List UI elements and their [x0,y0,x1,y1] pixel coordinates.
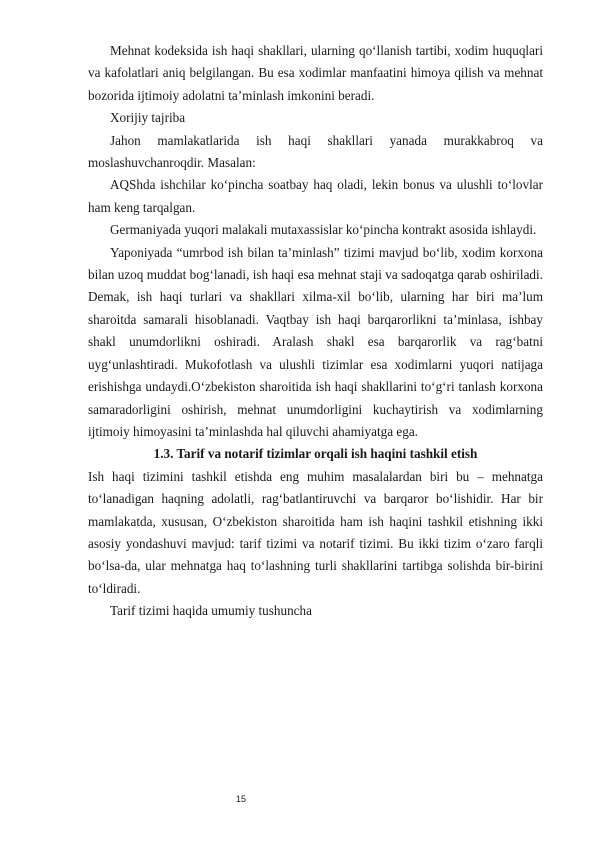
paragraph-wage-system: Ish haqi tizimini tashkil etishda eng muhim masalalardan biri bu – mehnatga to‘lanadigan haqning adolatli, rag‘batlantiruvchi va barqaror bo‘lishidir. Har bir mamlakatda, xususan, O‘zbekiston sharoitida ham ish haqini tashkil etishning ikki asosiy yondashuvi mavjud: tarif tizimi va notarif tizimi. Bu ikki tizim o‘zaro farqli bo‘lsa-da, ular mehnatga haq to‘lashning turli shakllarini tartibga solishda bir-birini to‘ldiradi. [88,468,543,596]
paragraph-japan: Yaponiyada “umrbod ish bilan ta’minlash” tizimi mavjud bo‘lib, xodim korxona bilan uzoq muddat bog‘lanadi, ish haqi esa mehnat staji va sadoqatga qarab oshiriladi. Demak, ish haqi turlari va shakllari xilma-xil bo‘lib, ularning har biri ma’lum sharoitda samarali hisoblanadi. Vaqtbay ish haqi barqarorlikni ta’minlasa, ishbay shakl unumdorlikni oshiradi. Aralash shakl esa barqarorlik va rag‘batni uyg‘unlashtiradi. Mukofotlash va ulushli tizimlar esa xodimlarni yuqori natijaga erishishga undaydi.O‘zbekiston sharoitida ish haqi shakllarini to‘g‘ri tanlash korxona samaradorligini oshirish, mehnat unumdorligini kuchaytirish va xodimlarning ijtimoiy himoyasini ta’minlashda hal qiluvchi ahamiyatga ega. [88,244,543,439]
section-heading: 1.3. Tarif va notarif tizimlar orqali ish haqini tashkil etish [153,446,478,462]
paragraph-foreign-experience-title: Xorijiy tajriba [110,110,186,126]
page-number: 15 [236,794,247,804]
paragraph-usa: AQShda ishchilar ko‘pincha soatbay haq oladi, lekin bonus va ulushli to‘lovlar ham keng tarqalgan. [88,177,543,215]
paragraph-world-countries: Jahon mamlakatlarida ish haqi shakllari yanada murakkabroq va moslashuvchanroqdir. Masalan: [88,132,543,171]
paragraph-germany: Germaniyada yuqori malakali mutaxassislar ko‘pincha kontrakt asosida ishlaydi. [110,222,537,238]
document-page [88,40,543,623]
paragraph-tariff-concept: Tarif tizimi haqida umumiy tushuncha [110,603,312,619]
paragraph-labor-code: Mehnat kodeksida ish haqi shakllari, ularning qo‘llanish tartibi, xodim huquqlari va kafolatlari aniq belgilangan. Bu esa xodimlar manfaatini himoya qilish va mehnat bozorida ijtimoiy adolatni ta’minlash imkonini beradi. [88,43,543,103]
